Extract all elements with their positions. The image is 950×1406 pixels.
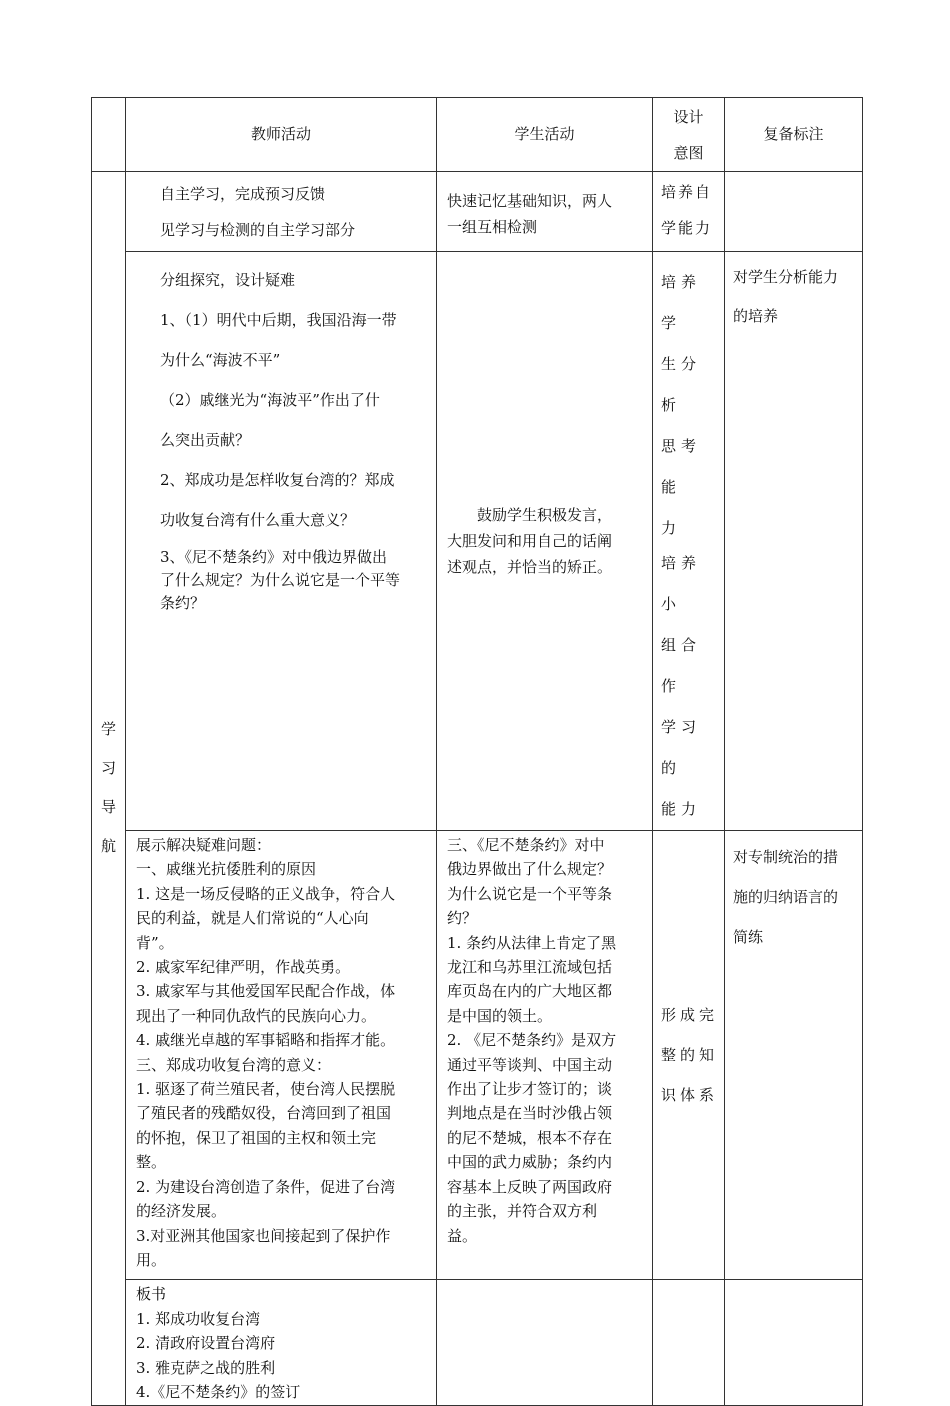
student-activity-cell [437,1280,653,1406]
header-design-intent: 设计 意图 [653,98,725,172]
header-teacher-activity: 教师活动 [126,98,437,172]
review-notes-cell [725,1280,863,1406]
table-row [92,252,863,831]
table-row [92,172,863,252]
design-intent-cell: 培养学 生分析 思考能 力 培养小 组合作 学习的 能力 [653,252,725,831]
student-activity-cell: 鼓励学生积极发言， 大胆发问和用自己的话阐 述观点，并恰当的矫正。 [437,252,653,831]
review-notes-cell [725,172,863,252]
table-row [92,831,863,1280]
teacher-activity-cell: 展示解决疑难问题： 一、戚继光抗倭胜利的原因 1. 这是一场反侵略的正义战争，符合人 民的利益，就是人们常说的“人心向 背”。 2. 戚家军纪律严明，作战英勇。 3. 戚家军与其他爱国军民配合作战，体 现出了一种同仇敌忾的民族向心力。 4. 戚继光卓越的军事韬略和指挥才能。 三、郑成功收复台湾的意义： 1. 驱逐了荷兰殖民者，使台湾人民摆脱 了殖民者的残酷奴役，台湾回到了祖国 的怀抱，保卫了祖国的主权和领土完 整。 2. 为建设台湾创造了条件，促进了台湾 的经济发展。 3.对亚洲其他国家也间接起到了保护作 用。 [126,831,437,1280]
teacher-activity-cell: 自主学习，完成预习反馈 见学习与检测的自主学习部分 [126,172,437,252]
student-activity-cell: 快速记忆基础知识，两人 一组互相检测 [437,172,653,252]
header-review-notes: 复备标注 [725,98,863,172]
lesson-plan-table [91,97,863,1406]
table-row [92,1280,863,1406]
header-student-activity: 学生活动 [437,98,653,172]
review-notes-cell: 对专制统治的措 施的归纳语言的 简练 [725,831,863,1280]
design-intent-cell: 形成完 整的知 识体系 [653,831,725,1280]
header-blank-cell [92,98,126,172]
review-notes-cell: 对学生分析能力 的培养 [725,252,863,831]
design-intent-cell [653,1280,725,1406]
design-intent-cell: 培养自 学能力 [653,172,725,252]
teacher-activity-cell: 分组探究，设计疑难 1、（1）明代中后期，我国沿海一带 为什么“海波不平” （2）戚继光为“海波平”作出了什 么突出贡献？ 2、郑成功是怎样收复台湾的？郑成 功收复台湾有什么重大意义？ 3、《尼不楚条约》对中俄边界做出 了什么规定？为什么说它是一个平等 条约？ [126,252,437,831]
header-row [92,98,863,172]
student-activity-cell: 三、《尼不楚条约》对中 俄边界做出了什么规定？ 为什么说它是一个平等条 约？ 1. 条约从法律上肯定了黑 龙江和乌苏里江流域包括 库页岛在内的广大地区都 是中国的领土。 2. 《尼不楚条约》是双方 通过平等谈判、中国主动 作出了让步才签订的；谈 判地点是在当时沙俄占领 的尼不楚城，根本不存在 中国的武力威胁；条约内 容基本上反映了两国政府 的主张，并符合双方利 益。 [437,831,653,1280]
section-label-learning-guide: 学 习 导 航 [92,172,126,1406]
blackboard-outline-cell: 板书 1. 郑成功收复台湾 2. 清政府设置台湾府 3. 雅克萨之战的胜利 4.《尼不楚条约》的签订 [126,1280,437,1406]
